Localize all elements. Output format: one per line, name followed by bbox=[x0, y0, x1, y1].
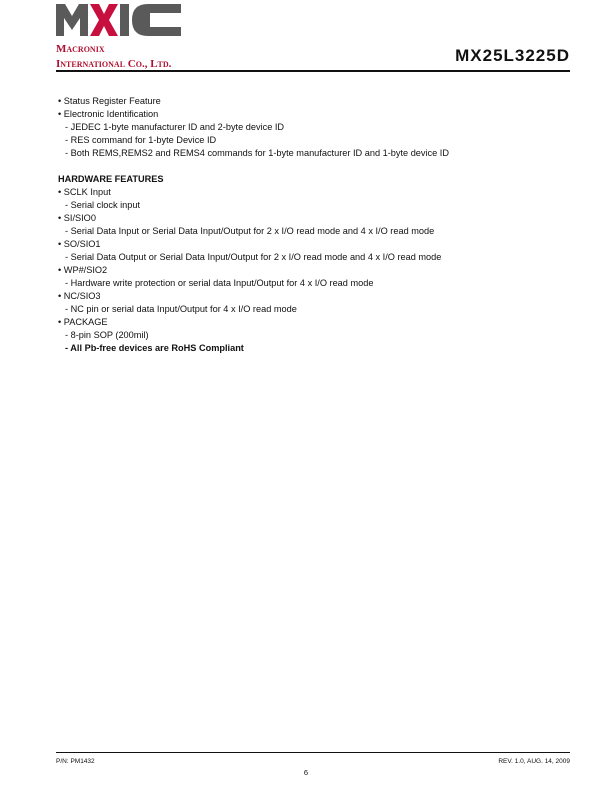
feature-item: • NC/SIO3 bbox=[58, 291, 101, 301]
page-number: 6 bbox=[303, 768, 309, 777]
feature-detail: - 8-pin SOP (200mil) bbox=[65, 330, 149, 340]
feature-detail: - JEDEC 1-byte manufacturer ID and 2-byte device ID bbox=[65, 122, 285, 132]
feature-item: • Status Register Feature bbox=[58, 96, 161, 106]
company-line2: International Co., Ltd. bbox=[56, 58, 172, 70]
footer-revision: REV. 1.0, AUG. 14, 2009 bbox=[498, 758, 570, 765]
feature-item: • SI/SIO0 bbox=[58, 213, 96, 223]
footer-divider bbox=[56, 752, 570, 753]
company-name bbox=[56, 42, 171, 72]
feature-item: • Electronic Identification bbox=[58, 109, 159, 119]
footer-part-number: P/N: PM1432 bbox=[56, 758, 95, 765]
feature-item: • SCLK Input bbox=[58, 187, 111, 197]
feature-detail: - Both REMS,REMS2 and REMS4 commands for 1-byte manufacturer ID and 1-byte device ID bbox=[65, 148, 449, 158]
part-number-title: MX25L3225D bbox=[455, 46, 570, 65]
feature-detail: - Serial Data Output or Serial Data Input/Output for 2 x I/O read mode and 4 x I/O read mode bbox=[65, 252, 442, 262]
feature-detail: - NC pin or serial data Input/Output for 4 x I/O read mode bbox=[65, 304, 297, 314]
feature-item: • PACKAGE bbox=[58, 317, 108, 327]
feature-detail: - Hardware write protection or serial data Input/Output for 4 x I/O read mode bbox=[65, 278, 374, 288]
feature-detail: - RES command for 1-byte Device ID bbox=[65, 135, 217, 145]
feature-list bbox=[58, 95, 578, 355]
feature-detail: - All Pb-free devices are RoHS Compliant bbox=[65, 343, 244, 353]
company-line1: Macronix bbox=[56, 43, 105, 55]
feature-item: • WP#/SIO2 bbox=[58, 265, 108, 275]
logo-letter-c bbox=[132, 4, 181, 36]
logo-letter-x bbox=[90, 4, 118, 36]
header-divider bbox=[56, 70, 570, 72]
feature-item: • SO/SIO1 bbox=[58, 239, 101, 249]
section-heading: HARDWARE FEATURES bbox=[58, 174, 164, 184]
mxic-logo bbox=[56, 4, 182, 36]
logo-letter-m bbox=[56, 4, 88, 36]
feature-detail: - Serial Data Input or Serial Data Input/Output for 2 x I/O read mode and 4 x I/O read mode bbox=[65, 226, 435, 236]
feature-detail: - Serial clock input bbox=[65, 200, 141, 210]
logo-letter-i bbox=[120, 4, 129, 36]
